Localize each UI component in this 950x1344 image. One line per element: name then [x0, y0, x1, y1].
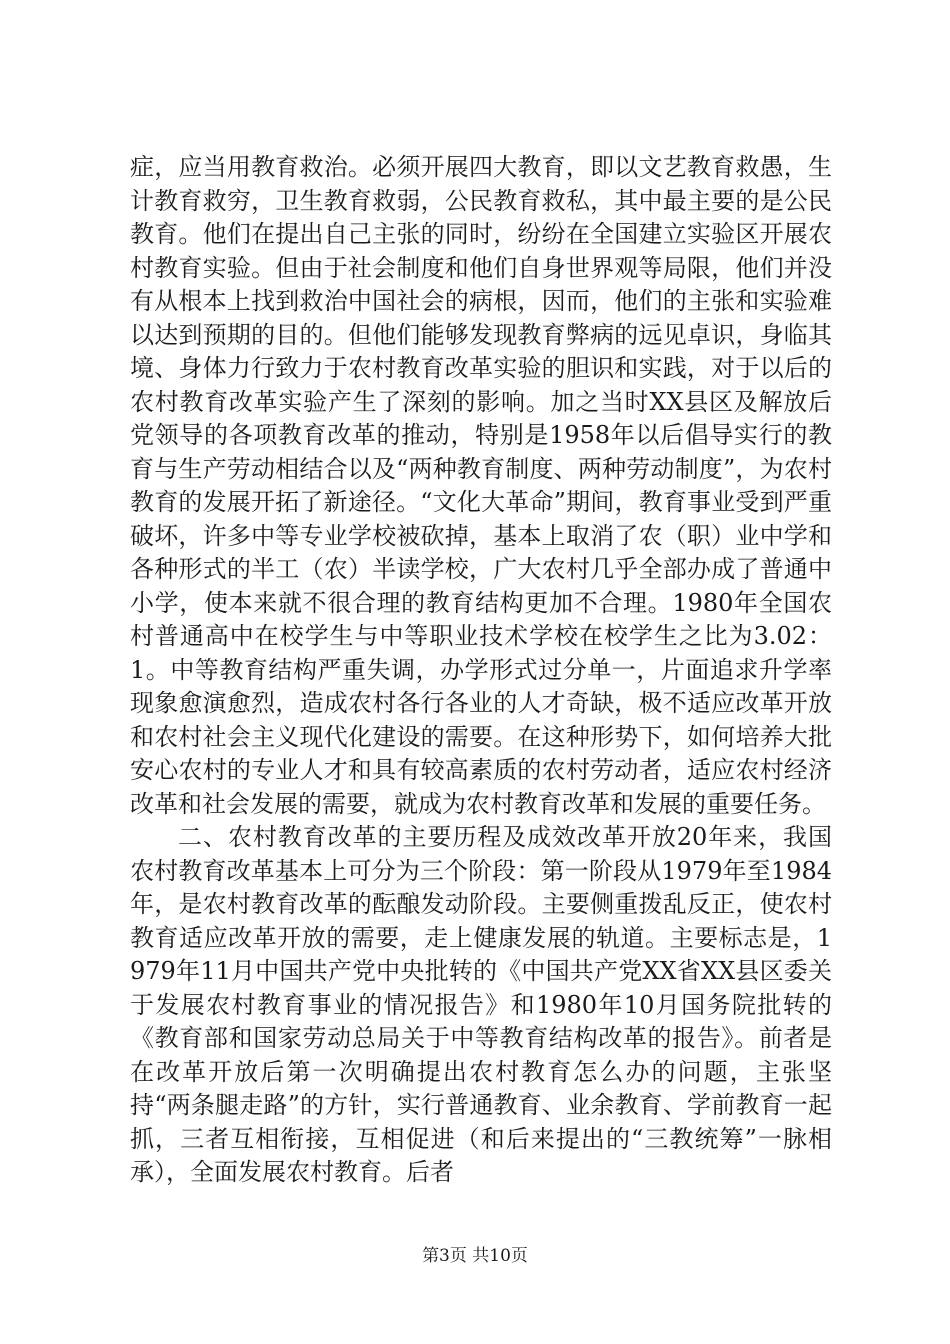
paragraph-continuation: 症，应当用教育救治。必须开展四大教育，即以文艺教育救愚，生计教育救穷，卫生教育救弱，公民教育救私，其中最主要的是公民教育。他们在提出自己主张的同时，纷纷在全国建立实验区开展农村教育实验。但由于社会制度和他们自身世界观等局限，他们并没有从根本上找到救治中国社会的病根，因而，他们的主张和实验难以达到预期的目的。但他们能够发现教育弊病的远见卓识，身临其境、身体力行致力于农村教育改革实验的胆识和实践，对于以后的农村教育改革实验产生了深刻的影响。加之当时XX县区及解放后党领导的各项教育改革的推动，特别是1958年以后倡导实行的教育与生产劳动相结合以及“两种教育制度、两种劳动制度”，为农村教育的发展开拓了新途径。“文化大革命”期间，教育事业受到严重破坏，许多中等专业学校被砍掉，基本上取消了农（职）业中学和各种形式的半工（农）半读学校，广大农村几乎全部办成了普通中小学，使本来就不很合理的教育结构更加不合理。1980年全国农村普通高中在校学生与中等职业技术学校在校学生之比为3.02：1。中等教育结构严重失调，办学形式过分单一，片面追求升学率现象愈演愈烈，造成农村各行各业的人才奇缺，极不适应改革开放和农村社会主义现代化建设的需要。在这种形势下，如何培养大批安心农村的专业人才和具有较高素质的农村劳动者，适应农村经济改革和社会发展的需要，就成为农村教育改革和发展的重要任务。 — [130, 153, 832, 818]
body-text — [130, 151, 832, 1190]
paragraph-section-two: 二、农村教育改革的主要历程及成效改革开放20年来，我国农村教育改革基本上可分为三个阶段：第一阶段从1979年至1984年，是农村教育改革的酝酿发动阶段。主要侧重拨乱反正，使农村教育适应改革开放的需要，走上健康发展的轨道。主要标志是，1979年11月中国共产党中央批转的《中国共产党XX省XX县区委关于发展农村教育事业的情况报告》和1980年10月国务院批转的《教育部和国家劳动总局关于中等教育结构改革的报告》。前者是在改革开放后第一次明确提出农村教育怎么办的问题，主张坚持“两条腿走路”的方针，实行普通教育、业余教育、学前教育一起抓，三者互相衔接，互相促进（和后来提出的“三教统筹”一脉相承），全面发展农村教育。后者 — [130, 823, 832, 1186]
page-number-footer: 第3页 共10页 — [422, 1246, 528, 1266]
